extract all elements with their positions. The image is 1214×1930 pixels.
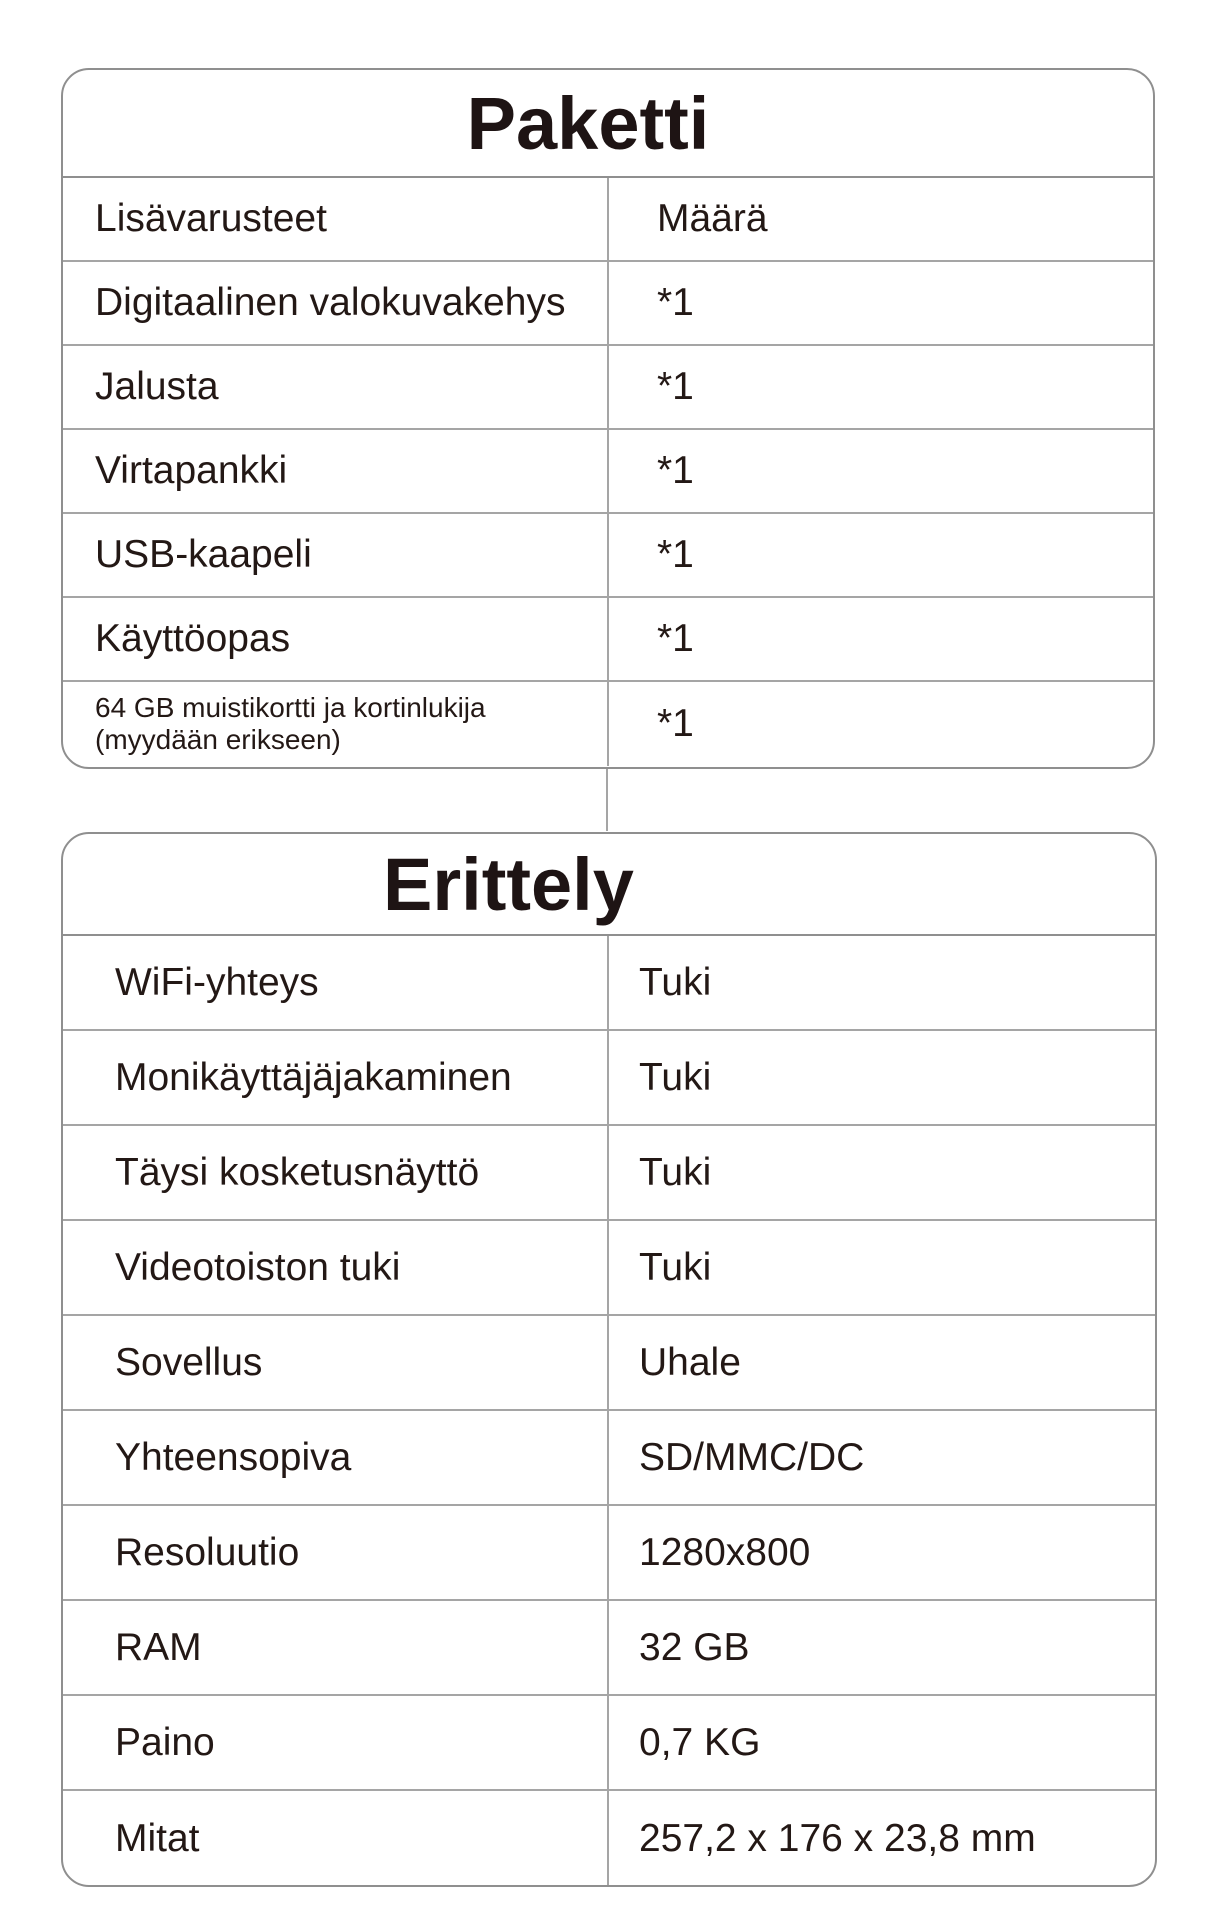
spec-label: WiFi-yhteys (63, 936, 609, 1029)
table-row (63, 1316, 1155, 1411)
quantity-header: Määrä (657, 197, 768, 240)
spec-value: SD/MMC/DC (639, 1435, 865, 1479)
spec-value: Tuki (639, 1150, 712, 1194)
spec-value: Uhale (639, 1340, 741, 1384)
table-row (63, 1126, 1155, 1221)
table-row (63, 1221, 1155, 1316)
package-table (61, 68, 1155, 769)
item-quantity: *1 (657, 365, 694, 408)
spec-value: 32 GB (639, 1625, 750, 1669)
item-quantity: *1 (657, 281, 694, 324)
spec-value: 257,2 x 176 x 23,8 mm (639, 1816, 1036, 1860)
item-name: USB-kaapeli (63, 514, 609, 596)
spec-label: Videotoiston tuki (63, 1221, 609, 1314)
package-header-row (63, 178, 1153, 262)
table-row (63, 1031, 1155, 1126)
item-quantity: *1 (657, 702, 694, 745)
spec-value: Tuki (639, 960, 712, 1004)
item-quantity: *1 (657, 449, 694, 492)
table-row (63, 1411, 1155, 1506)
item-name: Jalusta (63, 346, 609, 428)
table-row (63, 1506, 1155, 1601)
package-title: Paketti (63, 70, 1153, 178)
table-row (63, 430, 1153, 514)
item-name: Digitaalinen valokuvakehys (63, 262, 609, 344)
spec-label: Sovellus (63, 1316, 609, 1409)
divider (606, 769, 608, 831)
spec-label: Täysi kosketusnäyttö (63, 1126, 609, 1219)
table-row (63, 262, 1153, 346)
item-name-line2: (myydään erikseen) (95, 724, 341, 755)
spec-value: Tuki (639, 1245, 712, 1289)
table-row (63, 1791, 1155, 1886)
accessories-header: Lisävarusteet (63, 178, 609, 260)
spec-label: Yhteensopiva (63, 1411, 609, 1504)
spec-label: Mitat (63, 1791, 609, 1886)
item-quantity: *1 (657, 533, 694, 576)
item-name: Virtapankki (63, 430, 609, 512)
spec-title: Erittely (63, 834, 1155, 936)
spec-label: Paino (63, 1696, 609, 1789)
table-row (63, 682, 1153, 766)
table-row (63, 936, 1155, 1031)
spec-label: Resoluutio (63, 1506, 609, 1599)
table-row (63, 598, 1153, 682)
item-name (63, 682, 609, 766)
specification-table (61, 832, 1157, 1887)
spec-value: 1280x800 (639, 1530, 811, 1574)
spec-value: Tuki (639, 1055, 712, 1099)
item-quantity: *1 (657, 617, 694, 660)
spec-label: Monikäyttäjäjakaminen (63, 1031, 609, 1124)
table-row (63, 346, 1153, 430)
spec-label: RAM (63, 1601, 609, 1694)
item-name: Käyttöopas (63, 598, 609, 680)
table-row (63, 1696, 1155, 1791)
item-name-line1: 64 GB muistikortti ja kortinlukija (95, 692, 486, 723)
table-row (63, 1601, 1155, 1696)
spec-value: 0,7 KG (639, 1720, 761, 1764)
table-row (63, 514, 1153, 598)
